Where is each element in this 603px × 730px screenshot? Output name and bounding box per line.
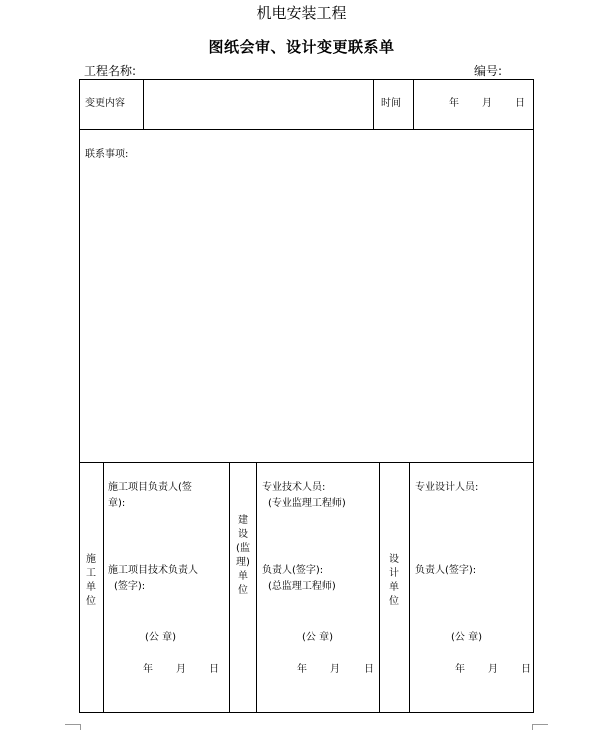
construction-seal: (公 章) [145,632,176,643]
contact-matters-label: 联系事项: [85,149,129,160]
design-day: 日 [521,664,531,675]
design-head-line: 负责人(签字): [415,565,477,576]
time-year: 年 [449,98,459,109]
construction-month: 月 [176,664,186,675]
designer-line: 专业设计人员: [415,482,479,493]
construction-manager-line2: 章): [108,498,126,509]
time-label: 时间 [381,98,401,109]
construction-tech-line1: 施工项目技术负责人 [108,565,198,576]
time-month: 月 [482,98,492,109]
supervision-unit-label: 建设(监理)单位 [236,515,250,596]
form-title: 图纸会审、设计变更联系单 [208,38,395,56]
construction-unit-label: 施工单位 [86,554,96,607]
construction-tech-line2: (签字): [114,581,146,592]
design-seal: (公 章) [451,632,482,643]
change-content-field[interactable] [144,80,373,129]
supervision-head-line2: (总监理工程师) [268,581,336,592]
design-unit-label: 设计单位 [389,554,399,607]
supervision-tech-line2: (专业监理工程师) [268,498,346,509]
supervision-seal: (公 章) [302,632,333,643]
supervision-head-line1: 负责人(签字): [262,565,324,576]
project-type-title: 机电安装工程 [256,4,347,22]
serial-number-label: 编号: [474,64,503,78]
design-year: 年 [455,664,465,675]
supervision-year: 年 [297,664,307,675]
project-name-label: 工程名称: [84,64,137,78]
contact-matters-field[interactable] [80,130,533,462]
supervision-month: 月 [330,664,340,675]
construction-manager-line1: 施工项目负责人(签 [108,482,192,493]
construction-year: 年 [143,664,153,675]
change-content-label: 变更内容 [85,98,125,109]
time-day: 日 [515,98,525,109]
design-month: 月 [488,664,498,675]
supervision-tech-line1: 专业技术人员: [262,482,326,493]
construction-day: 日 [209,664,219,675]
supervision-day: 日 [364,664,374,675]
